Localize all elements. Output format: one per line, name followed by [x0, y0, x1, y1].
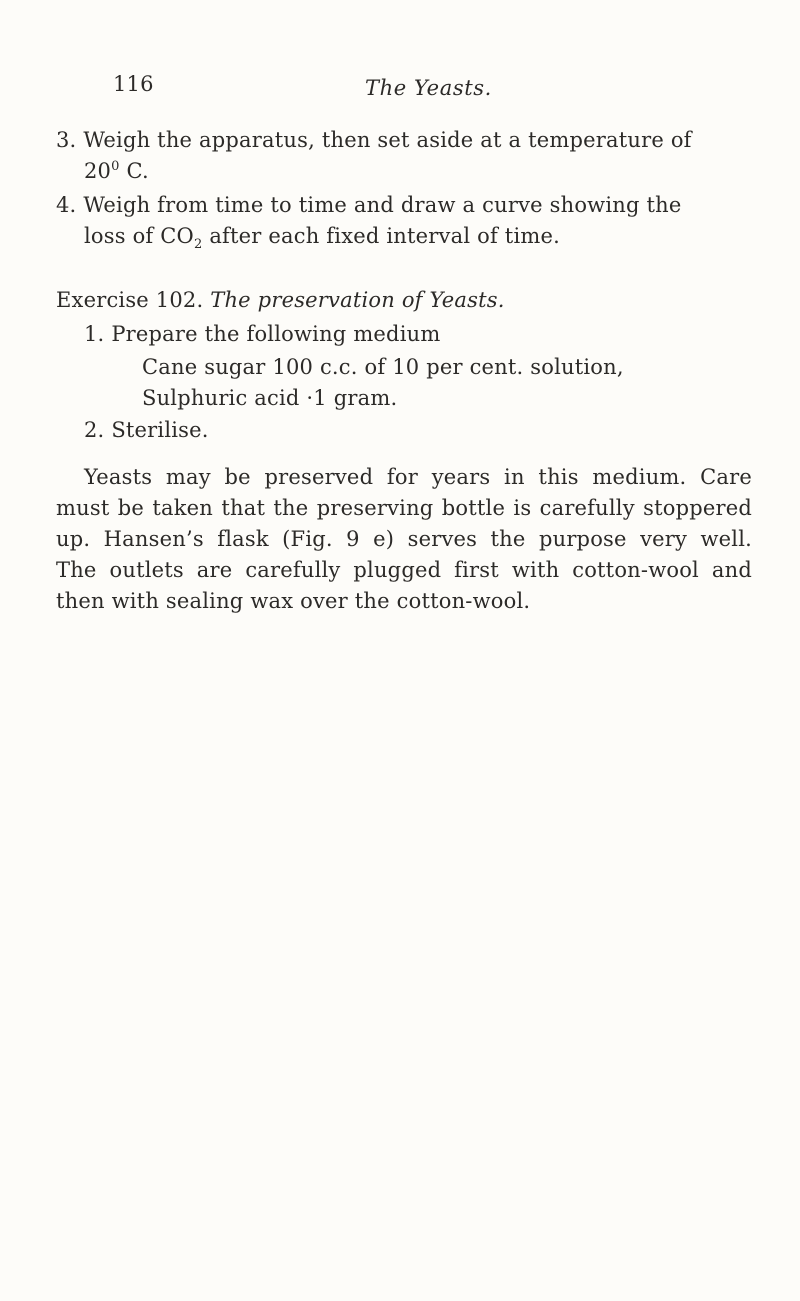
step-text: Weigh from time to time and draw a curve showing the: [83, 193, 682, 217]
co2-text: loss of CO: [84, 224, 194, 248]
medium-line-1: Cane sugar 100 c.c. of 10 per cent. solution,: [142, 355, 624, 379]
paragraph-line: Yeasts may be preserved for years in this medium. Care: [84, 465, 752, 489]
co2-subscript: 2: [193, 237, 203, 252]
exercise-title: The preservation of Yeasts.: [210, 288, 505, 312]
exercise-step-2: [84, 418, 209, 442]
step-number: 4.: [56, 193, 77, 217]
running-title: The Yeasts.: [365, 76, 492, 100]
medium-line-2: Sulphuric acid ·1 gram.: [142, 386, 398, 410]
step-3-continuation: [84, 159, 149, 183]
page-number: 116: [113, 72, 154, 96]
exercise-heading: [56, 288, 505, 312]
step-4-continuation: [84, 224, 560, 252]
step-number: 2.: [84, 418, 105, 442]
exercise-label: Exercise 102.: [56, 288, 204, 312]
step-3: [56, 128, 692, 152]
exercise-step-1: [84, 322, 440, 346]
temperature-unit: C.: [126, 159, 149, 183]
paragraph-line: The outlets are carefully plugged first with cotton-wool and: [56, 558, 752, 582]
step-4-rest: after each fixed interval of time.: [202, 224, 560, 248]
step-number: 3.: [56, 128, 77, 152]
step-number: 1.: [84, 322, 105, 346]
step-text: Weigh the apparatus, then set aside at a temperature of: [83, 128, 692, 152]
temperature-value: 20: [84, 159, 112, 183]
paragraph-line: must be taken that the preserving bottle is carefully stoppered: [56, 496, 752, 520]
paragraph-line: up. Hansen’s flask (Fig. 9 e) serves the purpose very well.: [56, 527, 752, 551]
step-text: Sterilise.: [111, 418, 209, 442]
step-4: [56, 193, 682, 217]
step-text: Prepare the following medium: [111, 322, 441, 346]
paragraph-line-last: then with sealing wax over the cotton-wool.: [56, 589, 531, 613]
degree-mark: 0: [111, 159, 120, 174]
